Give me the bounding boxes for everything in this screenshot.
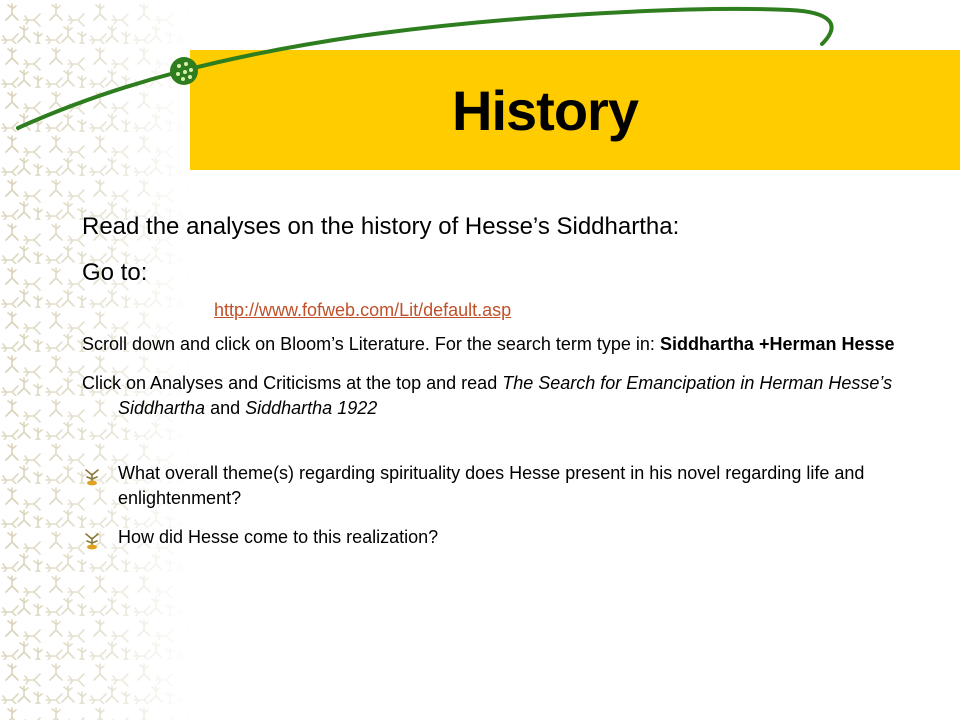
slide-title: History: [452, 78, 638, 142]
intro-text: Read the analyses on the history of Hesse’s Siddhartha:: [82, 213, 680, 240]
question-text: What overall theme(s) regarding spirituality does Hesse present in his novel regarding life and enlightenment?: [118, 463, 865, 508]
question-list: [82, 461, 902, 550]
resource-link[interactable]: http://www.fofweb.com/Lit/default.asp: [214, 300, 512, 320]
question-text: How did Hesse come to this realization?: [118, 527, 439, 547]
step-analyses-text-a: Click on Analyses and Criticisms at the top and read: [82, 373, 503, 393]
search-term: Siddhartha +Herman Hesse: [659, 334, 895, 354]
slide-body: [82, 212, 902, 564]
step-analyses-text-b: and: [205, 398, 246, 418]
article-title-2: Siddhartha 1922: [245, 398, 378, 418]
step-search-text: Scroll down and click on Bloom’s Literature. For the search term type in:: [82, 334, 660, 354]
step-search-instructions: [82, 332, 902, 357]
article-title-1: The Search for Emancipation in Herman Hesse’s Siddhartha: [118, 373, 893, 418]
sprout-bullet-icon: [82, 466, 102, 486]
question-item: [82, 461, 902, 511]
step-analyses-instructions: [82, 371, 902, 421]
go-to-label: Go to:: [82, 259, 148, 286]
question-item: [82, 525, 902, 550]
sprout-bullet-icon: [82, 530, 102, 550]
